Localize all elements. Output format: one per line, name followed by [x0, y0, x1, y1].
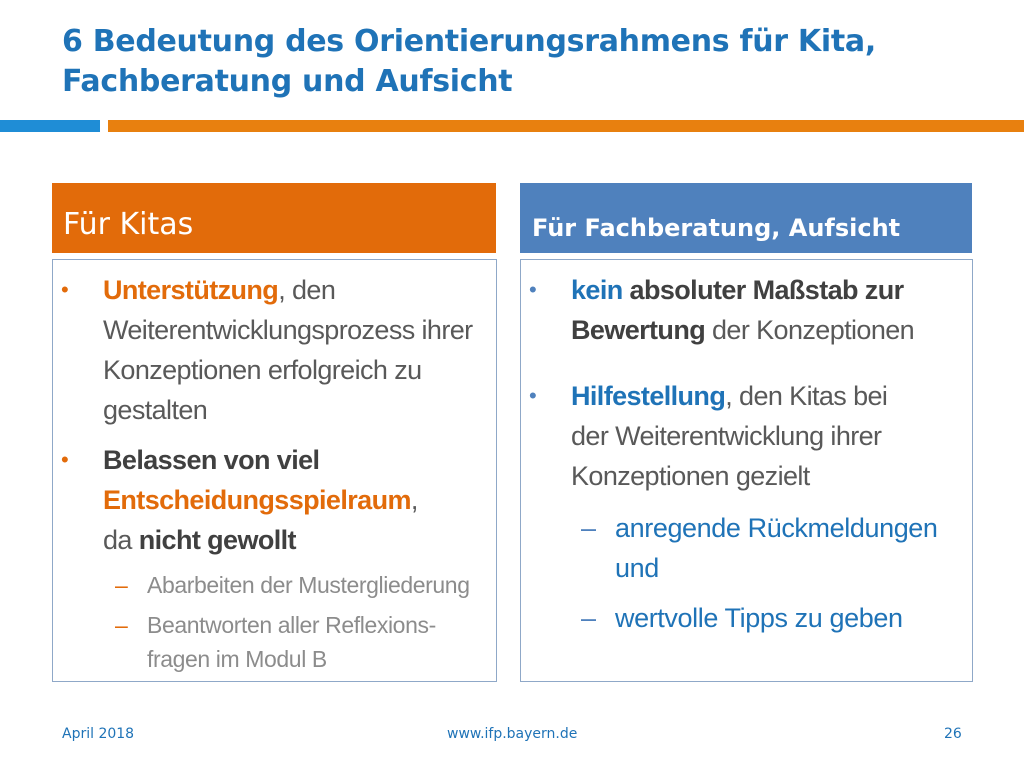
right-content-box: [520, 259, 973, 682]
title-line-1: 6 Bedeutung des Orientierungsrahmens für Kita,: [62, 24, 876, 59]
sub-text: Abarbeiten der Mustergliederung: [147, 572, 470, 598]
right-bullet-2-text: [571, 376, 964, 496]
bullet-marker: •: [61, 447, 69, 472]
left-content-box: [52, 259, 497, 682]
dash-marker: –: [581, 603, 597, 633]
emphasis-text: Bewertung: [571, 315, 706, 345]
sub-text: [615, 508, 964, 588]
left-column-heading: [52, 183, 496, 253]
dash-marker: –: [581, 513, 597, 543]
emphasis-text: kein: [571, 275, 623, 305]
emphasis-text: Hilfestellung: [571, 381, 726, 411]
emphasis-text: Unterstützung: [103, 275, 279, 305]
title-line-2: Fachberatung und Aufsicht: [62, 64, 513, 99]
right-heading-text: Für Fachberatung, Aufsicht: [532, 214, 901, 242]
sub-text-line: Beantworten aller Reflexions-: [147, 612, 436, 638]
body-text: der Weiterentwicklung ihrer: [571, 421, 882, 451]
body-text: da: [103, 525, 132, 555]
left-bullet-2-text: [103, 440, 488, 560]
left-bullet-1-text: [103, 270, 488, 430]
sub-text-line: fragen im Modul B: [147, 646, 327, 672]
sub-text-line: und: [615, 553, 659, 583]
footer-page-number: 26: [944, 726, 962, 742]
footer-url[interactable]: www.ifp.bayern.de: [447, 726, 578, 742]
body-text: ,: [410, 485, 418, 515]
sub-text: [147, 608, 488, 676]
body-text: , den Kitas bei: [725, 381, 888, 411]
emphasis-text: Belassen von viel: [103, 445, 320, 475]
body-text: Konzeptionen gezielt: [571, 461, 810, 491]
dash-marker: –: [115, 612, 128, 638]
footer-date: April 2018: [62, 726, 135, 742]
emphasis-text: absoluter Maßstab zur: [629, 275, 904, 305]
sub-text-line: anregende Rückmeldungen: [615, 513, 938, 543]
sub-text: wertvolle Tipps zu geben: [615, 603, 903, 633]
title-bar-blue: [0, 120, 100, 132]
dash-marker: –: [115, 572, 128, 598]
slide-title: [62, 22, 962, 102]
bullet-marker: •: [61, 277, 69, 302]
body-text: der Konzeptionen: [712, 315, 915, 345]
title-bar-orange: [108, 120, 1024, 132]
bullet-marker: •: [529, 277, 537, 302]
right-bullet-1-text: [571, 270, 964, 350]
emphasis-text: nicht gewollt: [138, 525, 296, 555]
emphasis-text: Entscheidungsspielraum: [103, 485, 411, 515]
body-text: , den Weiterentwicklungsprozess ihrer Konzeptionen erfolgreich zu gestalten: [103, 275, 473, 425]
right-column-heading: [520, 183, 972, 253]
bullet-marker: •: [529, 383, 537, 408]
left-heading-text: Für Kitas: [63, 207, 194, 242]
